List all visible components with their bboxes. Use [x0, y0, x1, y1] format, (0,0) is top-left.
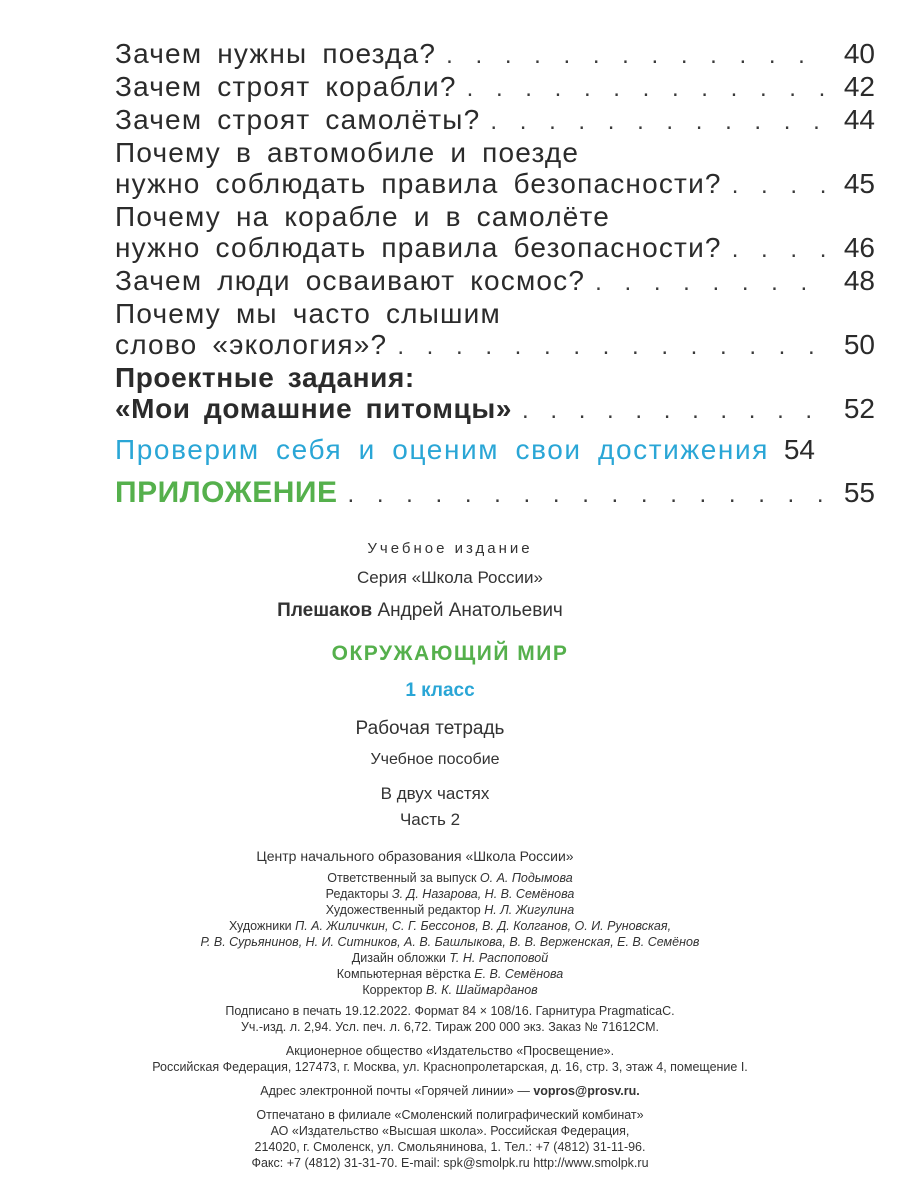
edition-label: Учебное издание	[367, 540, 533, 557]
toc-entry-space	[115, 265, 875, 298]
printer-info: АО «Издательство «Высшая школа». Российская Федерация,	[270, 1124, 630, 1138]
toc-entry-title-line: нужно соблюдать правила безопасности?	[115, 232, 722, 263]
credit-line: Р. В. Сурьянинов, Н. И. Ситников, А. В. Башлыкова, В. В. Верженская, Е. В. Семёнов	[200, 935, 700, 949]
book-type: Рабочая тетрадь	[355, 718, 505, 739]
toc-page-number: 54	[783, 434, 815, 465]
toc-entry-title: Проверим себя и оценим свои достижения	[115, 434, 769, 465]
dot-leader	[595, 267, 827, 298]
toc-page-number: 46	[843, 232, 875, 263]
hotline-email: Адрес электронной почты «Горячей линии» — vopros@prosv.ru.	[260, 1084, 640, 1098]
toc-page-number: 52	[843, 393, 875, 424]
toc-page-number: 50	[843, 329, 875, 360]
toc-entry-title-line: Почему в автомобиле и поезде	[115, 137, 580, 168]
toc-entry-ship-plane-safety	[115, 201, 875, 265]
printer-info: 214020, г. Смоленск, ул. Смольянинова, 1. Тел.: +7 (4812) 31-11-96.	[254, 1140, 646, 1154]
dot-leader	[348, 479, 828, 510]
toc-entry-title: Зачем строят корабли?	[115, 71, 457, 102]
table-of-contents	[115, 38, 875, 510]
toc-page-number: 40	[843, 38, 875, 69]
dot-leader	[490, 106, 827, 137]
author	[0, 600, 870, 622]
print-details: Подписано в печать 19.12.2022. Формат 84 × 108/16. Гарнитура PragmaticaC.	[225, 1004, 675, 1018]
manual-label: Учебное пособие	[370, 751, 500, 768]
printer-info: Отпечатано в филиале «Смоленский полиграфический комбинат»	[256, 1108, 644, 1122]
toc-entry-appendix	[115, 477, 875, 510]
credit-line: Компьютерная вёрстка Е. В. Семёнова	[336, 967, 564, 981]
toc-entry-title: Зачем строят самолёты?	[115, 104, 481, 135]
toc-entry-trains	[115, 38, 875, 71]
toc-page-number: 45	[843, 168, 875, 199]
dot-leader	[522, 395, 827, 426]
dot-leader	[446, 40, 827, 71]
subject-title: ОКРУЖАЮЩИЙ МИР	[331, 642, 569, 665]
part-label: Часть 2	[399, 810, 461, 829]
credits-list	[0, 870, 900, 998]
toc-page-number: 44	[843, 104, 875, 135]
toc-entry-title-line: слово «экология»?	[115, 329, 388, 360]
dot-leader	[732, 170, 827, 201]
toc-page-number: 55	[843, 477, 875, 508]
toc-entry-title-line: Почему мы часто слышим	[115, 298, 501, 329]
credit-line: Корректор В. К. Шаймарданов	[362, 983, 538, 997]
credit-line: Ответственный за выпуск О. А. Подымова	[327, 871, 573, 885]
toc-entry-ships	[115, 71, 875, 104]
publication-info	[0, 1003, 900, 1171]
toc-page-number: 42	[843, 71, 875, 102]
toc-entry-planes	[115, 104, 875, 137]
toc-entry-title-line: нужно соблюдать правила безопасности?	[115, 168, 722, 199]
publisher-name: Акционерное общество «Издательство «Просвещение».	[285, 1044, 615, 1058]
toc-entry-car-train-safety	[115, 137, 875, 201]
toc-entry-title: Зачем нужны поезда?	[115, 38, 437, 69]
dot-leader	[732, 234, 827, 265]
email-link[interactable]: vopros@prosv.ru.	[533, 1084, 640, 1098]
education-center: Центр начального образования «Школа России»	[256, 848, 574, 864]
toc-entry-title-line: Проектные задания:	[115, 362, 415, 393]
toc-entry-projects	[115, 362, 875, 426]
toc-entry-ecology	[115, 298, 875, 362]
toc-entry-title: Зачем люди осваивают космос?	[115, 265, 586, 296]
grade-label: 1 класс	[405, 680, 475, 701]
dot-leader	[397, 331, 827, 362]
credit-line: Художники П. А. Жиличкин, С. Г. Бессонов, В. Д. Колганов, О. И. Руновская,	[228, 919, 672, 933]
credit-line: Дизайн обложки Т. Н. Распоповой	[351, 951, 549, 965]
credit-line: Художественный редактор Н. Л. Жигулина	[325, 903, 575, 917]
toc-page-number: 48	[843, 265, 875, 296]
credit-line: Редакторы З. Д. Назарова, Н. В. Семёнова	[325, 887, 575, 901]
publisher-address: Российская Федерация, 127473, г. Москва, ул. Краснопролетарская, д. 16, стр. 3, этаж 4, помещение I.	[152, 1060, 748, 1074]
toc-entry-self-check	[115, 434, 875, 465]
printer-info: Факс: +7 (4812) 31-31-70. E-mail: spk@smolpk.ru http://www.smolpk.ru	[251, 1156, 649, 1170]
toc-entry-title: ПРИЛОЖЕНИЕ	[115, 476, 338, 509]
author-name: Андрей Анатольевич	[377, 600, 563, 621]
dot-leader	[467, 73, 827, 104]
parts-label: В двух частях	[380, 784, 490, 803]
toc-entry-title-line: Почему на корабле и в самолёте	[115, 201, 610, 232]
author-surname: Плешаков	[277, 600, 373, 621]
toc-entry-title-line: «Мои домашние питомцы»	[115, 393, 513, 424]
print-details: Уч.-изд. л. 2,94. Усл. печ. л. 6,72. Тираж 200 000 экз. Заказ № 71612CM.	[240, 1020, 660, 1034]
series-label: Серия «Школа России»	[357, 568, 543, 587]
